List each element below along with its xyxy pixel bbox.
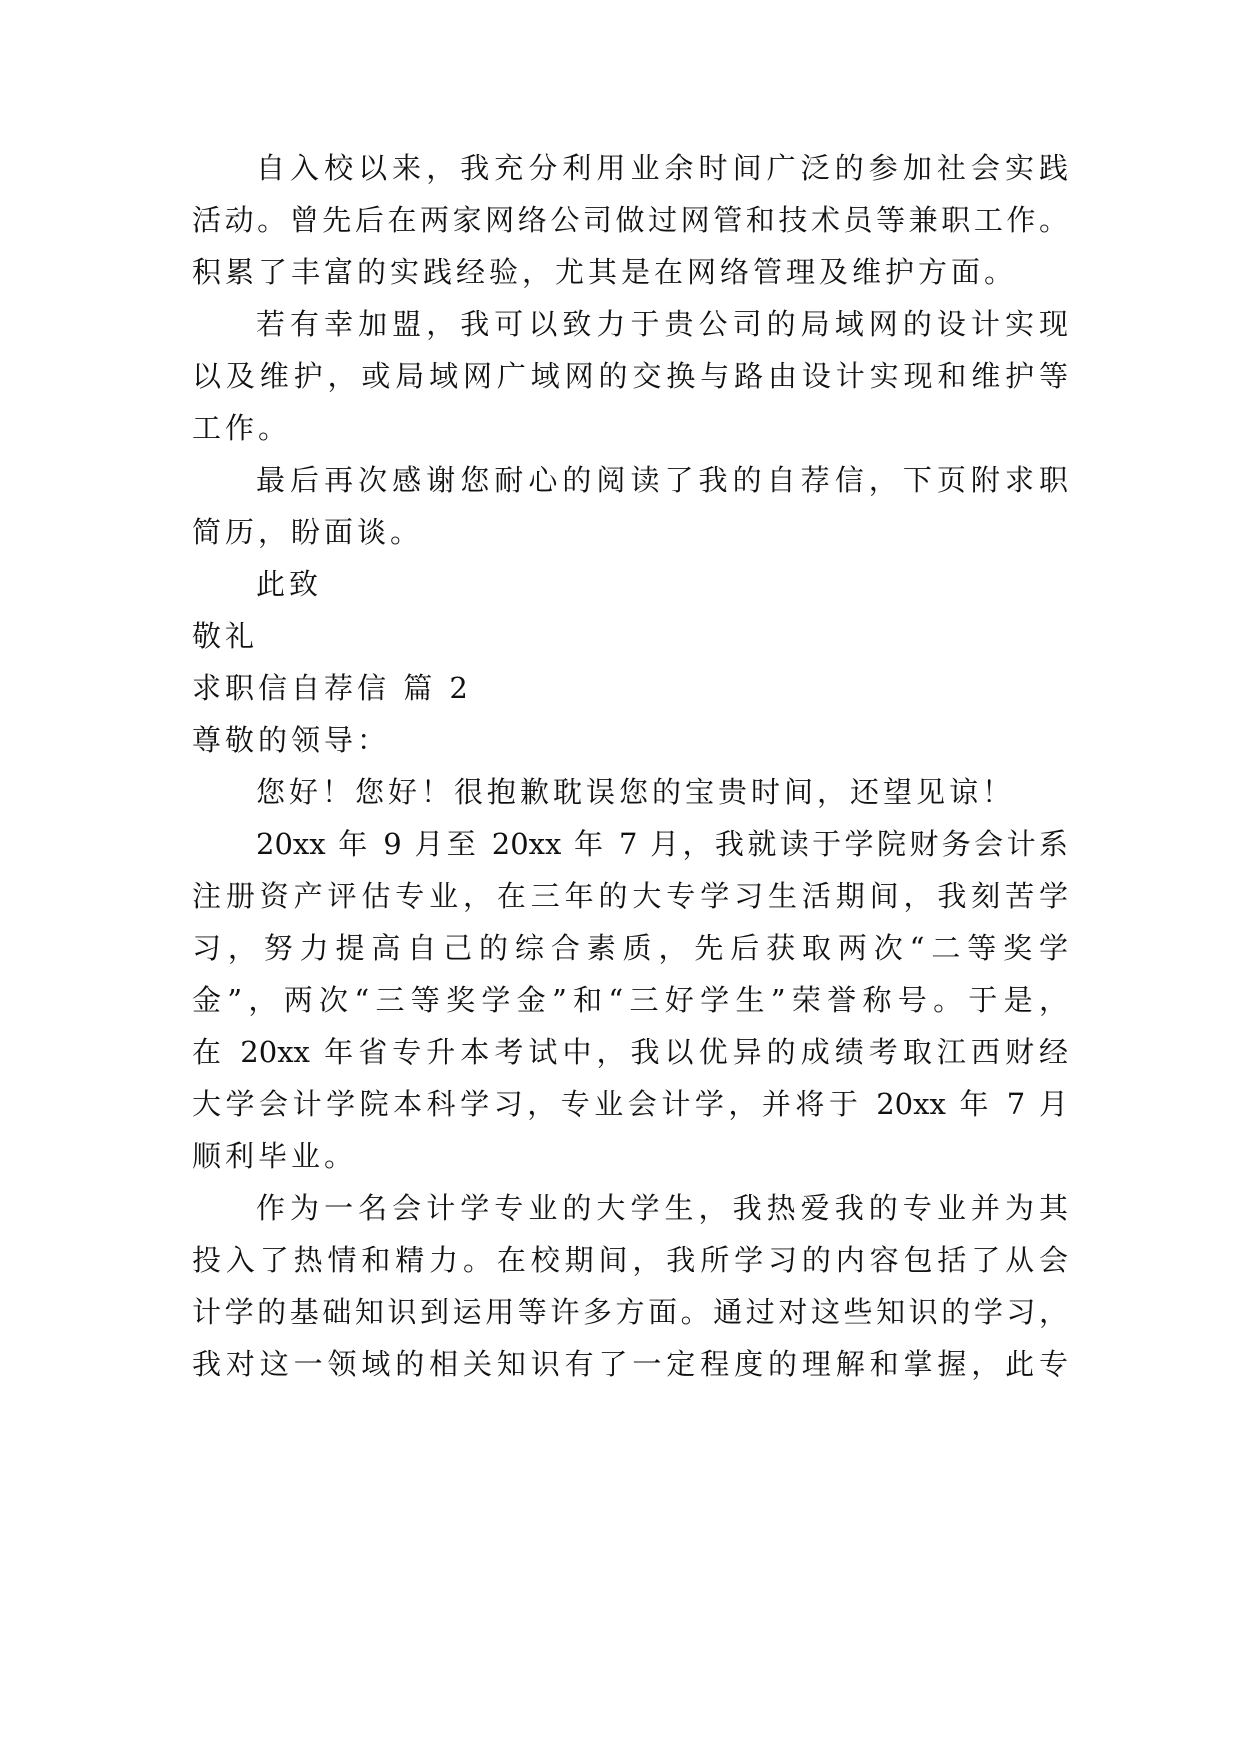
closing-salutation: 此致: [256, 567, 323, 601]
paragraph-line: 工作。: [192, 411, 292, 445]
paragraph-line: 在 20xx 年省专升本考试中，我以优异的成绩考取江西财经: [192, 1035, 1068, 1069]
paragraph-line: 简历，盼面谈。: [192, 515, 424, 549]
section-heading: 求职信自荐信 篇 2: [192, 671, 472, 705]
paragraph-line: 习，努力提高自己的综合素质，先后获取两次“二等奖学: [192, 931, 1068, 965]
paragraph-line: 作为一名会计学专业的大学生，我热爱我的专业并为其: [256, 1191, 1068, 1225]
letter-greeting: 尊敬的领导：: [192, 723, 391, 757]
paragraph-line: 若有幸加盟，我可以致力于贵公司的局域网的设计实现: [256, 307, 1068, 341]
paragraph-line: 活动。曾先后在两家网络公司做过网管和技术员等兼职工作。: [192, 203, 1068, 237]
paragraph-line: 以及维护，或局域网广域网的交换与路由设计实现和维护等: [192, 359, 1068, 393]
paragraph-line: 大学会计学院本科学习，专业会计学，并将于 20xx 年 7 月: [192, 1087, 1068, 1121]
paragraph-line: 我对这一领域的相关知识有了一定程度的理解和掌握，此专: [192, 1347, 1068, 1381]
paragraph-line: 计学的基础知识到运用等许多方面。通过对这些知识的学习，: [192, 1295, 1068, 1329]
paragraph-line: 最后再次感谢您耐心的阅读了我的自荐信，下页附求职: [256, 463, 1068, 497]
closing-regards: 敬礼: [192, 619, 259, 653]
paragraph-line: 金”，两次“三等奖学金”和“三好学生”荣誉称号。于是，: [192, 983, 1068, 1017]
paragraph-line: 顺利毕业。: [192, 1139, 358, 1173]
paragraph-line: 投入了热情和精力。在校期间，我所学习的内容包括了从会: [192, 1243, 1068, 1277]
paragraph-line: 注册资产评估专业，在三年的大专学习生活期间，我刻苦学: [192, 879, 1068, 913]
paragraph-line: 20xx 年 9 月至 20xx 年 7 月，我就读于学院财务会计系: [256, 827, 1068, 861]
paragraph-line: 自入校以来，我充分利用业余时间广泛的参加社会实践: [256, 151, 1068, 185]
paragraph-line: 您好！您好！很抱歉耽误您的宝贵时间，还望见谅！: [256, 775, 1016, 809]
paragraph-line: 积累了丰富的实践经验，尤其是在网络管理及维护方面。: [192, 255, 1018, 289]
